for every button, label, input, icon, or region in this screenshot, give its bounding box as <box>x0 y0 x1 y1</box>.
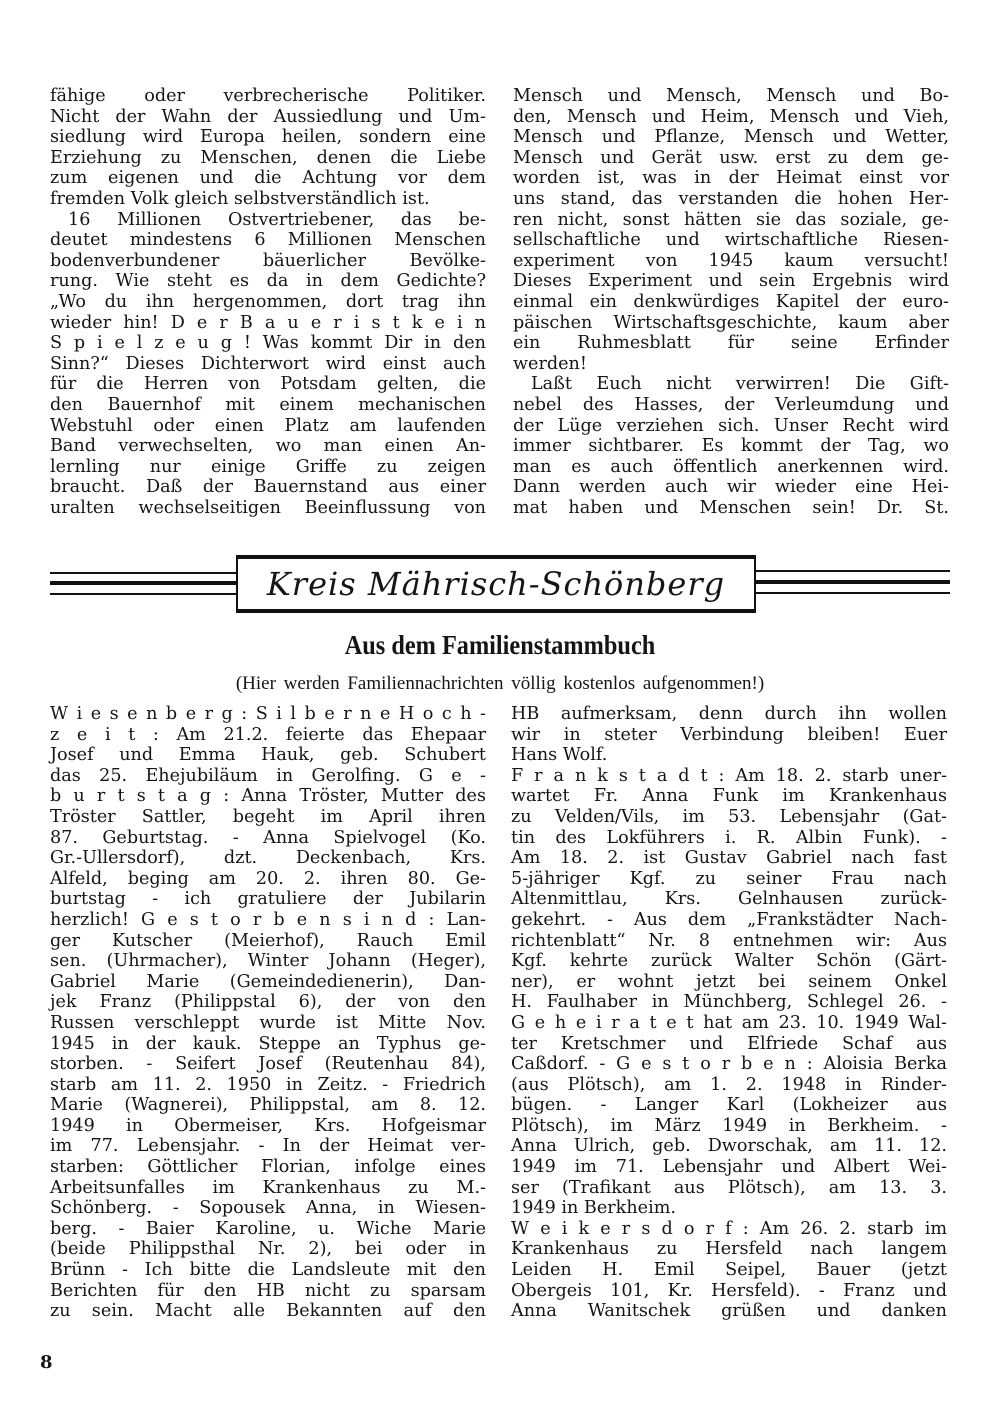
text-line: Mensch und Gerät usw. erst zu dem ge- <box>513 147 949 168</box>
text-line: Sinn?“ Dieses Dichterwort wird einst auch <box>50 353 486 374</box>
paragraph <box>511 704 947 766</box>
text-line: z e i t : Am 21.2. feierte das Ehepaar <box>50 724 486 745</box>
section-heading: Aus dem Familienstammbuch <box>344 630 656 660</box>
text-line: deutet mindestens 6 Millionen Menschen <box>50 230 486 251</box>
text-line: F r a n k s t a d t : Am 18. 2. starb uner- <box>511 765 947 786</box>
text-line: W e i k e r s d o r f : Am 26. 2. starb im <box>511 1218 947 1239</box>
text-line: burtstag - ich gratuliere der Jubilarin <box>50 889 486 910</box>
banner-rule-right-top <box>756 570 950 572</box>
text-line: 87. Geburtstag. - Anna Spielvogel (Ko. <box>50 827 486 848</box>
text-line: Berichten für den HB nicht zu sparsam <box>50 1280 486 1301</box>
text-line: sellschaftliche und wirtschaftliche Riesen- <box>513 230 949 251</box>
text-line: (beide Philippsthal Nr. 2), bei oder in <box>50 1239 486 1260</box>
text-line: ger Kutscher (Meierhof), Rauch Emil <box>50 930 486 951</box>
text-line: ser (Trafikant aus Plötsch), am 13. 3. <box>511 1177 947 1198</box>
text-line: zum eigenen und die Achtung vor dem <box>50 168 486 189</box>
text-line: fremden Volk gleich selbstverständlich ist. <box>50 188 430 209</box>
text-line: bodenverbundener bäuerlicher Bevölke- <box>50 250 486 271</box>
paragraph <box>50 86 486 210</box>
text-line: „Wo du ihn hergenommen, dort trag ihn <box>50 291 486 312</box>
text-line: b u r t s t a g : Anna Tröster, Mutter des <box>50 786 486 807</box>
text-line: HB aufmerksam, denn durch ihn wollen <box>511 704 947 724</box>
text-line: H. Faulhaber in Münchberg, Schlegel 26. - <box>511 992 947 1013</box>
text-line: Webstuhl oder einen Platz am laufenden <box>50 415 486 436</box>
text-line: berg. - Baier Karoline, u. Wiche Marie <box>50 1218 486 1239</box>
banner-rule-left-bottom <box>50 593 236 595</box>
text-line: Erziehung zu Menschen, denen die Liebe <box>50 147 486 168</box>
section-subheading: (Hier werden Familiennachrichten völlig kostenlos aufgenommen!) <box>235 673 765 694</box>
text-line: Leiden H. Emil Seipel, Bauer (jetzt <box>511 1260 947 1281</box>
text-line: Caßdorf. - G e s t o r b e n : Aloisia Berka <box>511 1054 947 1075</box>
text-line: G e h e i r a t e t hat am 23. 10. 1949 Wal- <box>511 1012 947 1033</box>
text-line: sen. (Uhrmacher), Winter Johann (Heger), <box>50 951 486 972</box>
section-banner <box>236 555 756 613</box>
text-line: päischen Wirtschaftsgeschichte, kaum aber <box>513 312 949 333</box>
paragraph <box>511 1219 947 1322</box>
text-line: worden ist, was in der Heimat einst vor <box>513 168 949 189</box>
paragraph <box>513 86 949 374</box>
text-line: storben. - Seifert Josef (Reutenhau 84), <box>50 1054 486 1075</box>
text-line: Arbeitsunfalles im Krankenhaus zu M.- <box>50 1177 486 1198</box>
text-line: Gabriel Marie (Gemeindedienerin), Dan- <box>50 971 486 992</box>
page-number: 8 <box>40 1352 53 1373</box>
text-line: einmal ein denkwürdiges Kapitel der euro- <box>513 291 949 312</box>
text-line: tin des Lokführers i. R. Albin Funk). - <box>511 827 947 848</box>
text-line: zu Velden/Vils, im 53. Lebensjahr (Gat- <box>511 806 947 827</box>
text-line: Nicht der Wahn der Aussiedlung und Um- <box>50 106 486 127</box>
text-line: Dieses Experiment und sein Ergebnis wird <box>513 271 949 292</box>
text-line: nebel des Hasses, der Verleumdung und <box>513 394 949 415</box>
text-line: lernling nur einige Griffe zu zeigen <box>50 456 486 477</box>
text-line: immer sichtbarer. Es kommt der Tag, wo <box>513 436 949 457</box>
text-line: fähige oder verbrecherische Politiker. <box>50 86 486 106</box>
text-line: richtenblatt“ Nr. 8 entnehmen wir: Aus <box>511 930 947 951</box>
text-line: S p i e l z e u g ! Was kommt Dir in den <box>50 333 486 354</box>
text-line: Mensch und Mensch, Mensch und Bo- <box>513 86 949 106</box>
paragraph <box>50 210 486 519</box>
text-line: starben: Göttlicher Florian, infolge eines <box>50 1157 486 1178</box>
banner-rule-left-middle <box>50 581 236 585</box>
top-left-column <box>50 86 486 518</box>
text-line: ner), er wohnt jetzt bei seinem Onkel <box>511 971 947 992</box>
text-line: zu sein. Macht alle Bekannten auf den <box>50 1301 486 1322</box>
bottom-left-column <box>50 704 486 1322</box>
text-line: braucht. Daß der Bauernstand aus einer <box>50 477 486 498</box>
text-line: man es auch öffentlich anerkennen wird. <box>513 456 949 477</box>
text-line: 1949 in Berkheim. <box>511 1198 676 1219</box>
text-line: W i e s e n b e r g : S i l b e r n e H o c h - <box>50 704 486 724</box>
text-line: ein Ruhmesblatt für seine Erfinder <box>513 333 949 354</box>
text-line: starb am 11. 2. 1950 in Zeitz. - Friedrich <box>50 1074 486 1095</box>
paragraph <box>511 766 947 1219</box>
text-line: ren nicht, sonst hätten sie das soziale, ge- <box>513 209 949 230</box>
text-line: Hans Wolf. <box>511 745 608 766</box>
text-line: ter Kretschmer und Elfriede Schaf aus <box>511 1033 947 1054</box>
text-line: experiment von 1945 kaum versucht! <box>513 250 949 271</box>
text-line: wir in steter Verbindung bleiben! Euer <box>511 724 947 745</box>
text-line: 5-jähriger Kgf. zu seiner Frau nach <box>511 868 947 889</box>
banner-rule-right-bottom <box>756 592 950 594</box>
text-line: im 77. Lebensjahr. - In der Heimat ver- <box>50 1136 486 1157</box>
text-line: wieder hin! D e r B a u e r i s t k e i n <box>50 312 486 333</box>
text-line: siedlung wird Europa heilen, sondern eine <box>50 127 486 148</box>
text-line: Russen verschleppt wurde ist Mitte Nov. <box>50 1012 486 1033</box>
bottom-right-column <box>511 704 947 1322</box>
text-line: wartet Fr. Anna Funk im Krankenhaus <box>511 786 947 807</box>
paragraph <box>513 374 949 518</box>
text-line: rung. Wie steht es da in dem Gedichte? <box>50 271 486 292</box>
text-line: Krankenhaus zu Hersfeld nach langem <box>511 1239 947 1260</box>
text-line: Tröster Sattler, begeht im April ihren <box>50 806 486 827</box>
text-line: Anna Wanitschek grüßen und danken <box>511 1301 947 1322</box>
banner-rule-right-middle <box>756 580 950 584</box>
text-line: bügen. - Langer Karl (Lokheizer aus <box>511 1095 947 1116</box>
text-line: Band verwechselten, wo man einen An- <box>50 436 486 457</box>
text-line: Anna Ulrich, geb. Dworschak, am 11. 12. <box>511 1136 947 1157</box>
text-line: den Bauernhof mit einem mechanischen <box>50 394 486 415</box>
text-line: der Lüge verziehen sich. Unser Recht wird <box>513 415 949 436</box>
top-right-column <box>513 86 949 518</box>
text-line: Schönberg. - Sopousek Anna, in Wiesen- <box>50 1198 486 1219</box>
text-line: herzlich! G e s t o r b e n s i n d : Lan- <box>50 909 486 930</box>
paragraph <box>50 704 486 1322</box>
text-line: Brünn - Ich bitte die Landsleute mit den <box>50 1260 486 1281</box>
text-line: jek Franz (Philippstal 6), der von den <box>50 992 486 1013</box>
text-line: 1949 in Obermeiser, Krs. Hofgeismar <box>50 1115 486 1136</box>
text-line: uralten wechselseitigen Beeinflussung von <box>50 497 486 518</box>
text-line: Kgf. kehrte zurück Walter Schön (Gärt- <box>511 951 947 972</box>
text-line: werden! <box>513 353 587 374</box>
text-line: Obergeis 101, Kr. Hersfeld). - Franz und <box>511 1280 947 1301</box>
text-line: Marie (Wagnerei), Philippstal, am 8. 12. <box>50 1095 486 1116</box>
text-line: Laßt Euch nicht verwirren! Die Gift- <box>531 374 949 395</box>
text-line: Gr.-Ullersdorf), dzt. Deckenbach, Krs. <box>50 848 486 869</box>
text-line: Dann werden auch wir wieder eine Hei- <box>513 477 949 498</box>
text-line: (aus Plötsch), am 1. 2. 1948 in Rinder- <box>511 1074 947 1095</box>
text-line: mat haben und Menschen sein! Dr. St. <box>513 497 949 518</box>
text-line: Mensch und Pflanze, Mensch und Wetter, <box>513 127 949 148</box>
text-line: 16 Millionen Ostvertriebener, das be- <box>68 209 486 230</box>
text-line: gekehrt. - Aus dem „Frankstädter Nach- <box>511 909 947 930</box>
text-line: uns stand, das verstanden die hohen Her- <box>513 188 949 209</box>
text-line: 1945 in der kauk. Steppe an Typhus ge- <box>50 1033 486 1054</box>
text-line: 1949 im 71. Lebensjahr und Albert Wei- <box>511 1157 947 1178</box>
text-line: Plötsch), im März 1949 in Berkheim. - <box>511 1115 947 1136</box>
banner-title: Kreis Mährisch-Schönberg <box>266 565 726 603</box>
text-line: Altenmittlau, Krs. Gelnhausen zurück- <box>511 889 947 910</box>
text-line: Alfeld, beging am 20. 2. ihren 80. Ge- <box>50 868 486 889</box>
text-line: Josef und Emma Hauk, geb. Schubert <box>50 745 486 766</box>
text-line: Am 18. 2. ist Gustav Gabriel nach fast <box>511 848 947 869</box>
text-line: das 25. Ehejubiläum in Gerolfing. G e - <box>50 765 486 786</box>
text-line: den, Mensch und Heim, Mensch und Vieh, <box>513 106 949 127</box>
text-line: für die Herren von Potsdam gelten, die <box>50 374 486 395</box>
banner-rule-left-top <box>50 572 236 574</box>
